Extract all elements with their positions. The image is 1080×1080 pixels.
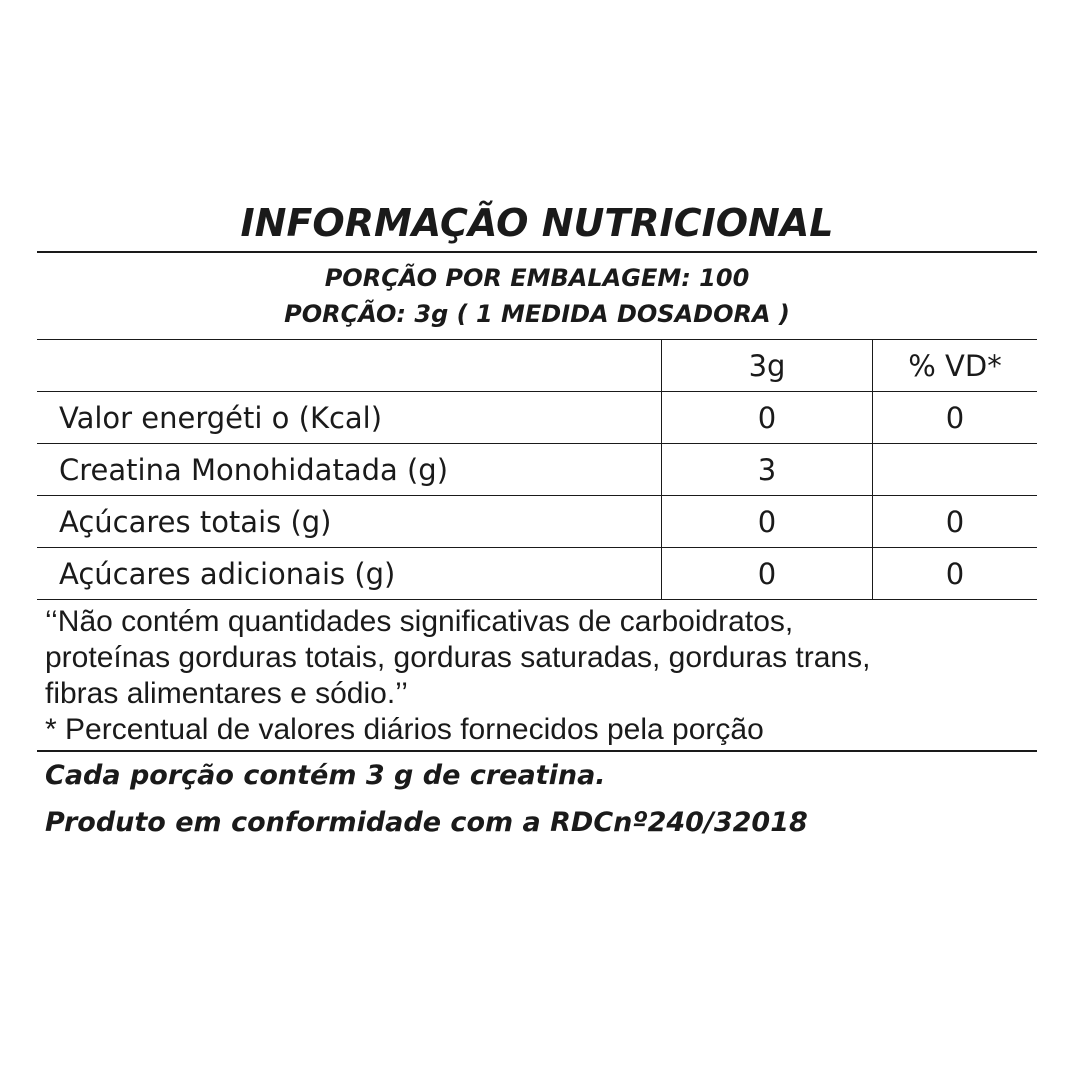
disclaimer-line: fibras alimentares e sódio.’’ <box>45 677 408 710</box>
label-title: INFORMAÇÃO NUTRICIONAL <box>240 201 834 245</box>
serving-size: PORÇÃO: 3g ( 1 MEDIDA DOSADORA ) <box>284 300 790 328</box>
header-amount-cell: 3g <box>662 340 873 392</box>
header-label-cell <box>37 340 662 392</box>
row-amount: 3 <box>662 444 873 496</box>
row-amount: 0 <box>662 496 873 548</box>
row-label: Açúcares adicionais (g) <box>37 548 662 600</box>
row-label: Açúcares totais (g) <box>37 496 662 548</box>
table-header-row <box>37 340 1037 392</box>
row-label: Creatina Monohidatada (g) <box>37 444 662 496</box>
disclaimer-notes <box>37 600 1037 750</box>
table-row <box>37 548 1037 600</box>
table-row <box>37 392 1037 444</box>
row-dv <box>873 444 1038 496</box>
disclaimer-line: ‘‘Não contém quantidades significativas de carboidratos, <box>45 605 794 638</box>
table-row <box>37 496 1037 548</box>
nutrition-table <box>37 339 1037 600</box>
compliance-statement: Produto em conformidade com a RDCnº240/32018 <box>45 807 808 838</box>
table-row <box>37 444 1037 496</box>
row-dv: 0 <box>873 496 1038 548</box>
row-dv: 0 <box>873 392 1038 444</box>
servings-per-package: PORÇÃO POR EMBALAGEM: 100 <box>324 264 750 292</box>
row-amount: 0 <box>662 392 873 444</box>
product-statements <box>37 752 1037 846</box>
row-label: Valor energéti o (Kcal) <box>37 392 662 444</box>
row-dv: 0 <box>873 548 1038 600</box>
row-amount: 0 <box>662 548 873 600</box>
creatine-statement: Cada porção contém 3 g de creatina. <box>45 760 606 791</box>
header-dv-cell: % VD* <box>873 340 1038 392</box>
disclaimer-line: proteínas gorduras totais, gorduras saturadas, gorduras trans, <box>45 641 871 674</box>
portion-info <box>37 253 1037 339</box>
daily-value-footnote: * Percentual de valores diários fornecidos pela porção <box>45 713 764 746</box>
nutrition-facts-label <box>37 195 1037 846</box>
